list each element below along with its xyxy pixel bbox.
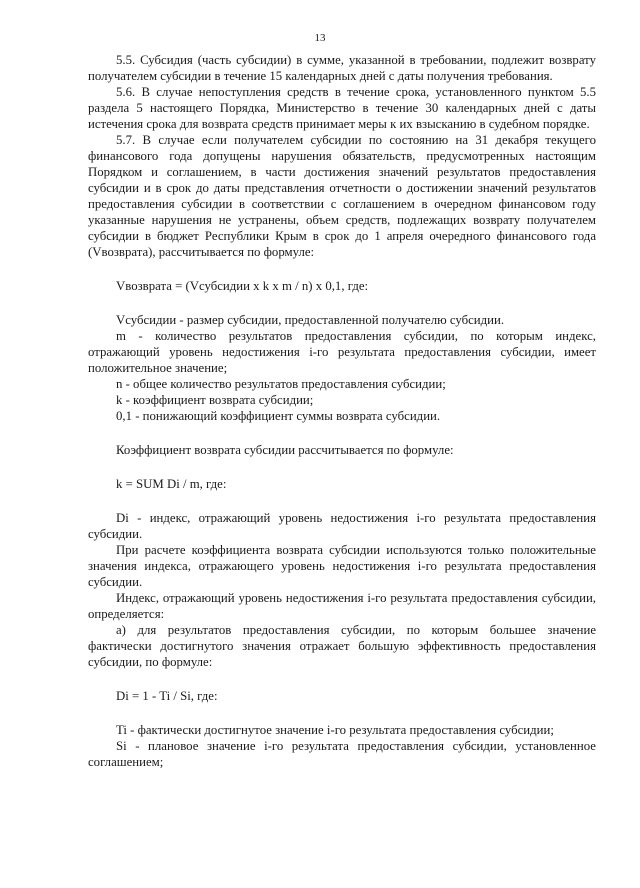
paragraph-5-5: 5.5. Субсидия (часть субсидии) в сумме, указанной в требовании, подлежит возврату получателем субсидии в течение 15 календарных дней с даты получения требования. bbox=[88, 53, 596, 83]
document-body bbox=[88, 52, 596, 770]
formula-v-return: Vвозврата = (Vсубсидии x k x m / n) x 0,1, где: bbox=[116, 279, 369, 293]
paragraph-case-a: а) для результатов предоставления субсидии, по которым большее значение фактически достигнутого значения отражает большую эффективность предоставления субсидии, по формуле: bbox=[88, 623, 596, 669]
formula-k: k = SUM Di / m, где: bbox=[116, 477, 227, 491]
paragraph-index-determined: Индекс, отражающий уровень недостижения i-го результата предоставления субсидии, определяется: bbox=[88, 591, 596, 621]
paragraph-5-7: 5.7. В случае если получателем субсидии по состоянию на 31 декабря текущего финансового года допущены нарушения обязательств, предусмотренных настоящим Порядком и соглашением, в части достижения значений результатов предоставления субсидии и в срок до даты представления отчетности о достижении значений результатов предоставления субсидии в соответствии с соглашением в очередном финансовом году указанные нарушения не устранены, объем средств, подлежащих возврату получателем субсидии в бюджет Республики Крым в срок до 1 апреля очередного финансового года (Vвозврата), рассчитывается по формуле: bbox=[88, 133, 596, 259]
paragraph-k-formula-intro: Коэффициент возврата субсидии рассчитывается по формуле: bbox=[116, 443, 454, 457]
paragraph-5-6: 5.6. В случае непоступления средств в течение срока, установленного пунктом 5.5 раздела 5 настоящего Порядка, Министерство в течение 30 календарных дней с даты истечения срока для возврата средств принимает меры к их взысканию в судебном порядке. bbox=[88, 85, 596, 131]
definition-m: m - количество результатов предоставления субсидии, по которым индекс, отражающий уровень недостижения i-го результата предоставления субсидии, имеет положительное значение; bbox=[88, 329, 596, 375]
definition-di: Di - индекс, отражающий уровень недостижения i-го результата предоставления субсидии. bbox=[88, 511, 596, 541]
paragraph-positive-values: При расчете коэффициента возврата субсидии используются только положительные значения индекса, отражающего уровень недостижения i-го результата предоставления субсидии. bbox=[88, 543, 596, 589]
definition-n: n - общее количество результатов предоставления субсидии; bbox=[116, 377, 446, 391]
definition-v-subsidy: Vсубсидии - размер субсидии, предоставленной получателю субсидии. bbox=[116, 313, 505, 327]
definition-si: Si - плановое значение i-го результата предоставления субсидии, установленное соглашением; bbox=[88, 739, 596, 769]
page-number: 13 bbox=[314, 32, 326, 44]
formula-di: Di = 1 - Ti / Si, где: bbox=[116, 689, 218, 703]
definition-k: k - коэффициент возврата субсидии; bbox=[116, 393, 314, 407]
definition-reduction-factor: 0,1 - понижающий коэффициент суммы возврата субсидии. bbox=[116, 409, 441, 423]
definition-ti: Ti - фактически достигнутое значение i-го результата предоставления субсидии; bbox=[116, 723, 554, 737]
